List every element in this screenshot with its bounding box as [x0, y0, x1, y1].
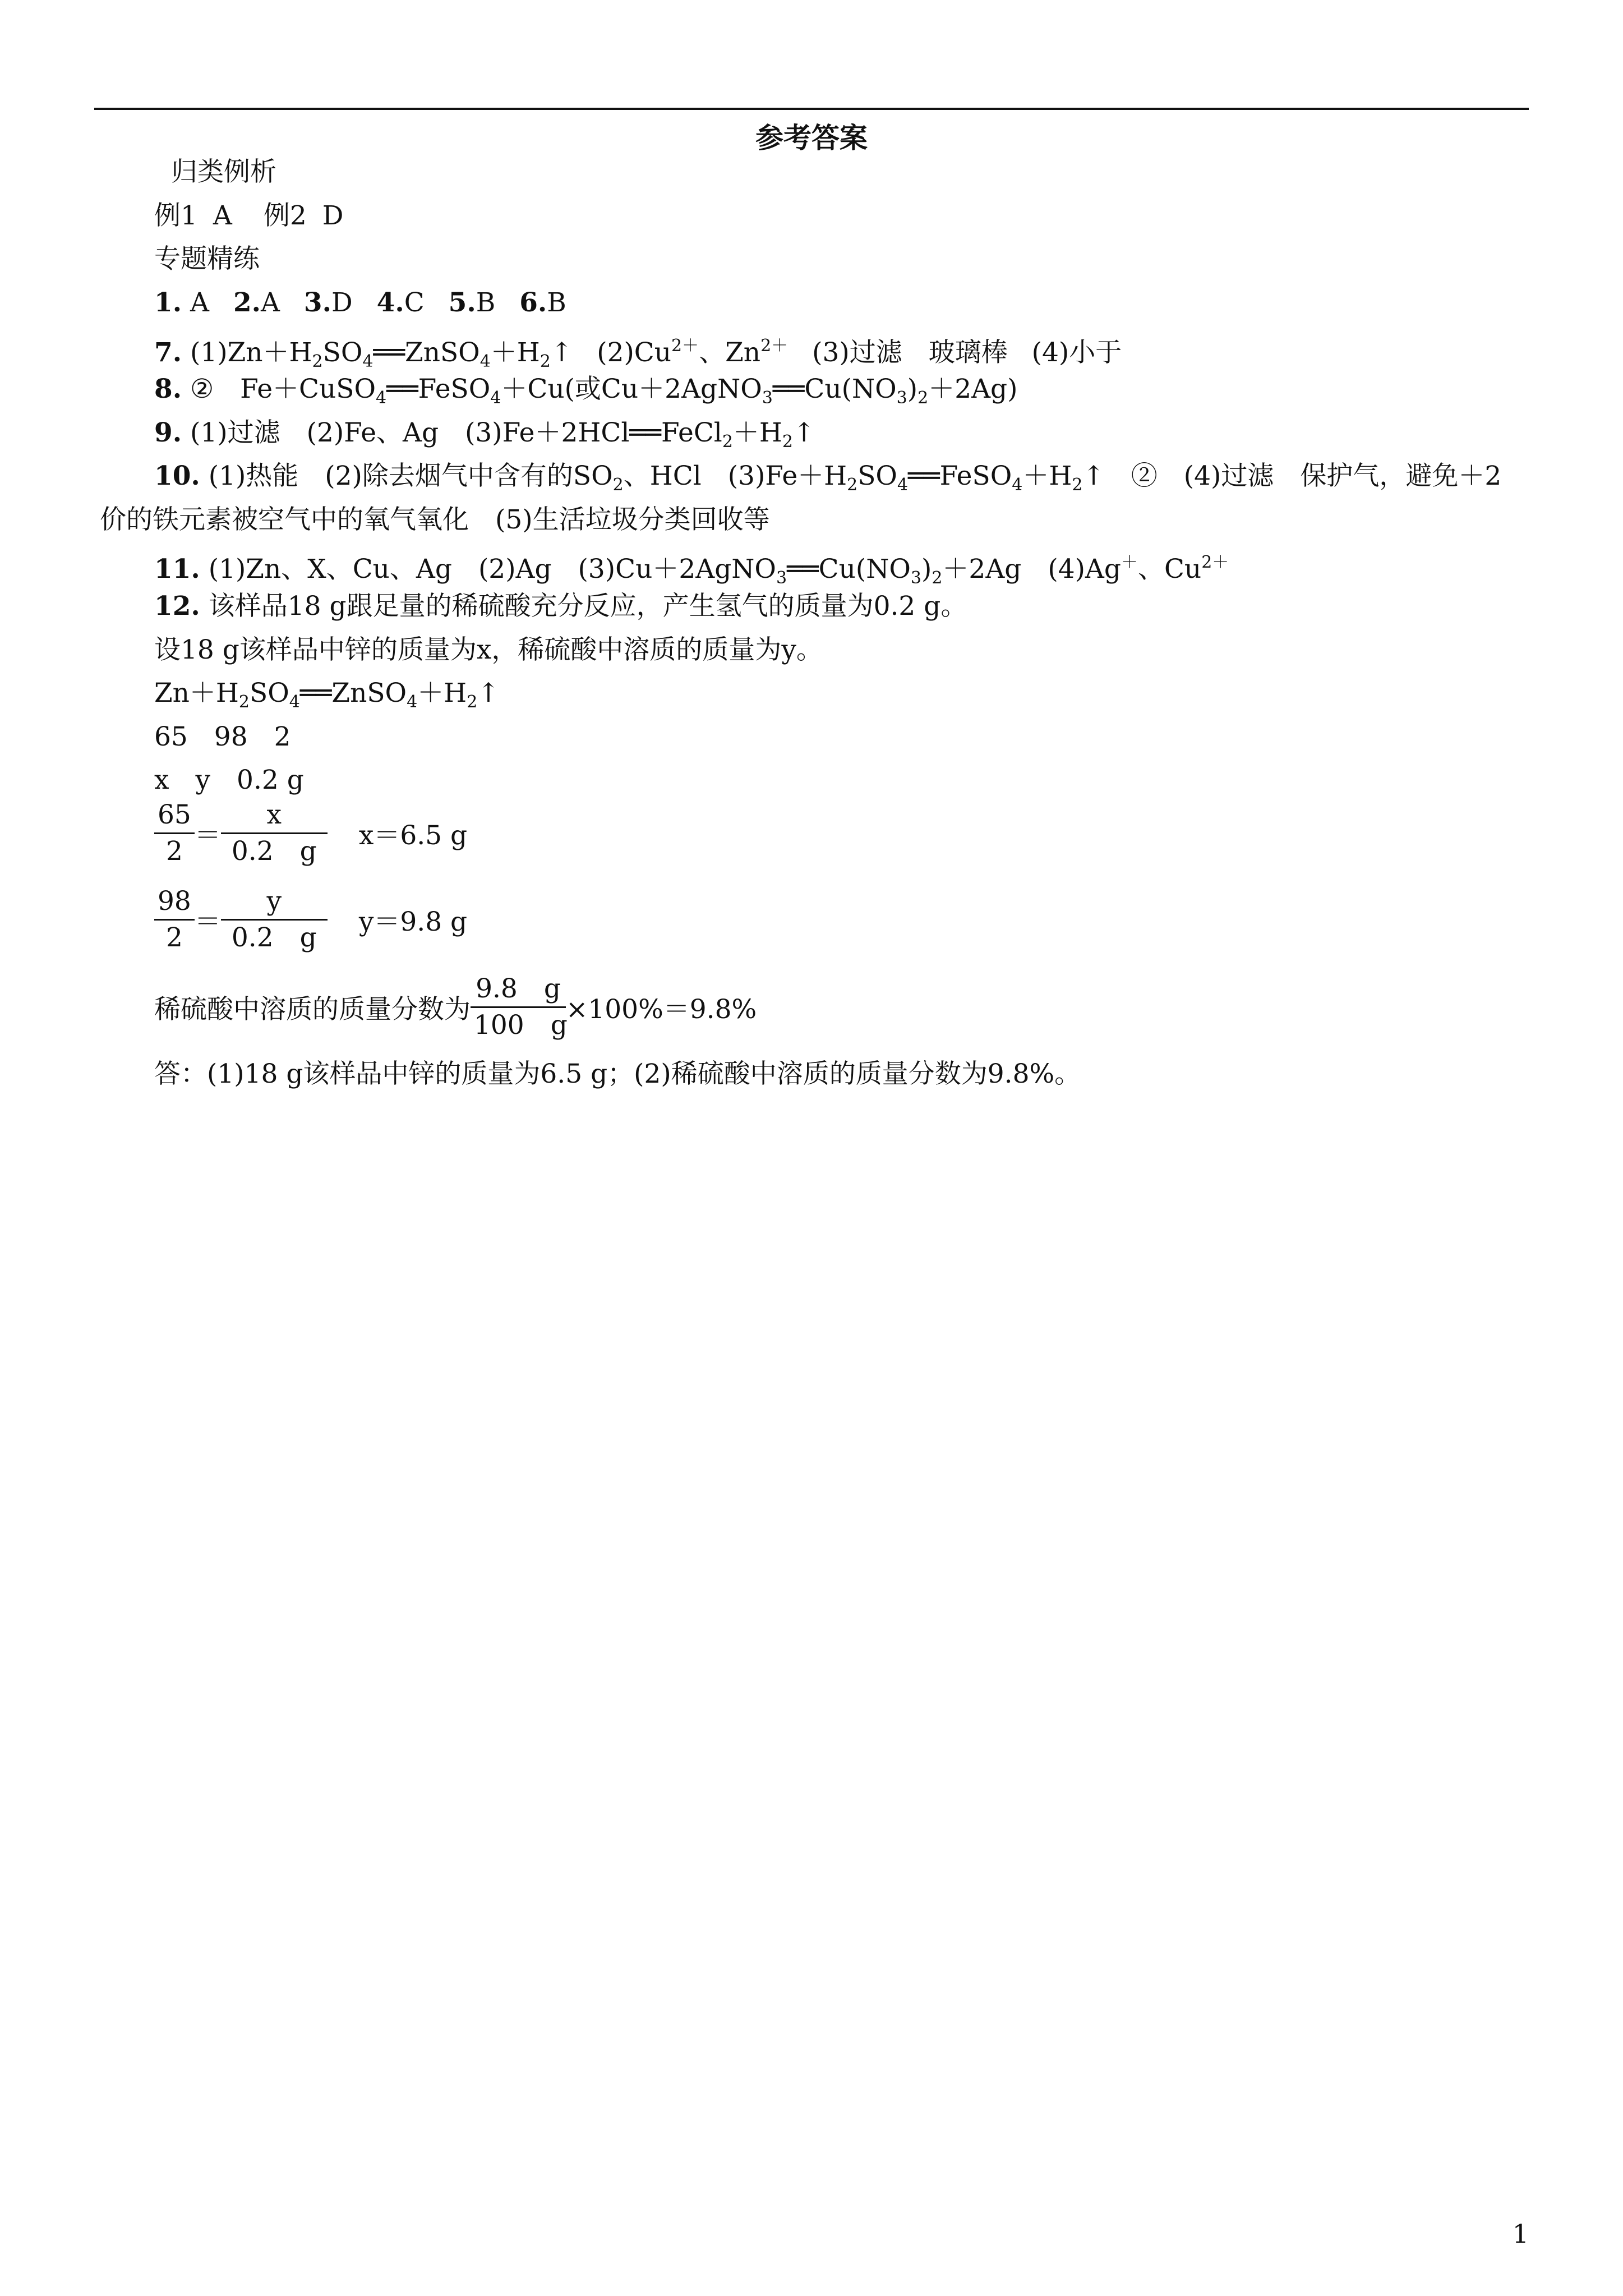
q7-number: 7. [154, 337, 182, 368]
subscript: 4 [362, 352, 374, 371]
denominator: 0.2 g [231, 922, 317, 953]
subscript: 3 [776, 568, 787, 588]
fraction-row-percent [154, 972, 757, 1043]
q11-number: 11. [154, 554, 200, 585]
ex2-label: 例2 [263, 200, 307, 231]
q12-line-1 [154, 587, 967, 626]
result-y: y＝9.8 g [358, 907, 468, 937]
subscript: 4 [897, 475, 909, 495]
mc-num: 4. [376, 287, 404, 318]
q10-part-f: ↑ ② (4)过滤 保护气，避免＋2 [1082, 461, 1502, 491]
eq-part-a: Zn＋H [154, 678, 239, 708]
subscript: 2 [782, 432, 794, 452]
ex1-label: 例1 [154, 200, 197, 231]
q8-part-d: ══Cu(NO [772, 374, 897, 404]
mc-num: 2. [233, 287, 261, 318]
q7-part2b: 、Zn [699, 337, 761, 368]
arrow-up-icon: ↑ [793, 417, 815, 448]
subscript: 2 [467, 692, 478, 712]
q8-part-c: ＋Cu(或Cu＋2AgNO [501, 374, 762, 404]
q8-part-e: ) [907, 374, 918, 404]
subscript: 2 [932, 568, 943, 588]
mc-answer: A [190, 287, 209, 318]
numerator: x [221, 798, 328, 834]
fraction-row-y [154, 884, 467, 955]
q12-equation [154, 674, 500, 722]
denominator: 2 [165, 836, 183, 867]
q7-part4: (4)小于 [1031, 337, 1122, 368]
mc-answer: C [404, 287, 425, 318]
mc-num: 6. [519, 287, 547, 318]
mc-answer: D [331, 287, 353, 318]
superscript: 2＋ [1201, 553, 1229, 572]
subscript: 4 [1012, 475, 1023, 495]
q9-part-b: ＋H [732, 417, 782, 448]
q7-part1d: ＋H [490, 337, 540, 368]
section-heading-practice: 专题精练 [154, 243, 260, 274]
percent-result: ×100%＝9.8% [566, 994, 757, 1025]
subscript: 3 [896, 388, 907, 408]
subscript: 3 [910, 568, 921, 588]
ex1-answer: A [213, 200, 232, 231]
q7-part1c: ══ZnSO [373, 337, 480, 368]
q7-part1: (1)Zn＋H [190, 337, 312, 368]
page-number: 1 [1512, 2219, 1529, 2249]
equals-sign: ＝ [194, 820, 221, 851]
arrow-up-icon: ↑ [477, 678, 500, 708]
eq-part-c: ══ZnSO [299, 678, 407, 708]
mc-answer: B [547, 287, 566, 318]
numerator: 65 [154, 798, 195, 834]
q12-statement: 该样品18 g跟足量的稀硫酸充分反应，产生氢气的质量为0.2 g。 [208, 591, 967, 622]
subscript: 2 [312, 352, 323, 371]
mc-num: 3. [303, 287, 331, 318]
eq-part-d: ＋H [417, 678, 467, 708]
q10-part-d: ══FeSO [908, 461, 1012, 491]
q7-part2: (2)Cu [597, 337, 672, 368]
q12-line-2: 设18 g该样品中锌的质量为x，稀硫酸中溶质的质量为y。 [154, 634, 823, 665]
superscript: 2＋ [760, 336, 789, 356]
q8-part-b: ══FeSO [386, 374, 491, 404]
q10-part-a: (1)热能 (2)除去烟气中含有的SO [208, 461, 613, 491]
q8-part-a: ② Fe＋CuSO [190, 374, 376, 404]
subscript: 2 [540, 352, 551, 371]
subscript: 4 [375, 388, 387, 408]
result-x: x＝6.5 g [358, 820, 468, 851]
fraction [221, 884, 328, 955]
fraction [154, 884, 195, 955]
mc-answers-line [154, 283, 566, 323]
subscript: 2 [917, 388, 929, 408]
section-heading-examples: 归类例析 [171, 157, 276, 187]
q11-part-b: ══Cu(NO [787, 554, 911, 585]
q9-number: 9. [154, 417, 182, 448]
mc-num: 5. [448, 287, 476, 318]
percent-label: 稀硫酸中溶质的质量分数为 [154, 994, 471, 1025]
examples-line [154, 196, 343, 236]
superscript: 2＋ [671, 336, 699, 356]
q7-part3: (3)过滤 玻璃棒 [812, 337, 1008, 368]
q12-answer: 答：(1)18 g该样品中锌的质量为6.5 g；(2)稀硫酸中溶质的质量分数为9.8%。 [154, 1059, 1081, 1089]
q11-part-d: ＋2Ag (4)Ag [942, 554, 1121, 585]
eq-part-b: SO [250, 678, 289, 708]
fraction-row-x [154, 798, 467, 869]
numerator: 9.8 g [471, 972, 566, 1008]
subscript: 4 [479, 352, 491, 371]
mc-answer: B [476, 287, 496, 318]
q9-part-a: (1)过滤 (2)Fe、Ag (3)Fe＋2HCl══FeCl [190, 417, 722, 448]
subscript: 4 [490, 388, 501, 408]
q10-line-2: 价的铁元素被空气中的氧气氧化 (5)生活垃圾分类回收等 [100, 504, 770, 535]
denominator: 100 g [474, 1010, 568, 1041]
q7-part1b: SO [322, 337, 363, 368]
fraction [471, 972, 566, 1043]
arrow-up-icon: ↑ [550, 337, 573, 368]
q12-ratios: 65 98 2 [154, 721, 291, 752]
q11-part-c: ) [921, 554, 932, 585]
q11-part-a: (1)Zn、X、Cu、Ag (2)Ag (3)Cu＋2AgNO [208, 554, 776, 585]
subscript: 2 [1072, 475, 1083, 495]
subscript: 4 [407, 692, 418, 712]
q12-variables: x y 0.2 g [154, 765, 304, 795]
page-title: 参考答案 [755, 121, 868, 154]
q10-line-1 [154, 457, 1501, 505]
numerator: y [221, 884, 328, 921]
mc-num: 1. [154, 287, 182, 318]
denominator: 0.2 g [231, 836, 317, 867]
q8-part-f: ＋2Ag) [928, 374, 1018, 404]
q10-number: 10. [154, 461, 200, 491]
subscript: 2 [238, 692, 250, 712]
q11-part-e: 、Cu [1137, 554, 1202, 585]
q10-part-c: SO [857, 461, 897, 491]
numerator: 98 [154, 884, 195, 921]
subscript: 2 [612, 475, 624, 495]
subscript: 3 [762, 388, 773, 408]
mc-answer: A [261, 287, 280, 318]
q12-number: 12. [154, 591, 200, 622]
q10-part-e: ＋H [1022, 461, 1072, 491]
superscript: ＋ [1121, 553, 1138, 572]
fraction [221, 798, 328, 869]
subscript: 2 [847, 475, 858, 495]
equals-sign: ＝ [194, 907, 221, 937]
q9-line [154, 413, 815, 462]
subscript: 2 [722, 432, 733, 452]
q10-part-b: 、HCl (3)Fe＋H [623, 461, 847, 491]
header-rule [94, 108, 1529, 110]
denominator: 2 [165, 922, 183, 953]
subscript: 4 [289, 692, 300, 712]
q8-line [154, 370, 1017, 418]
ex2-answer: D [322, 200, 344, 231]
fraction [154, 798, 195, 869]
q8-number: 8. [154, 374, 182, 404]
